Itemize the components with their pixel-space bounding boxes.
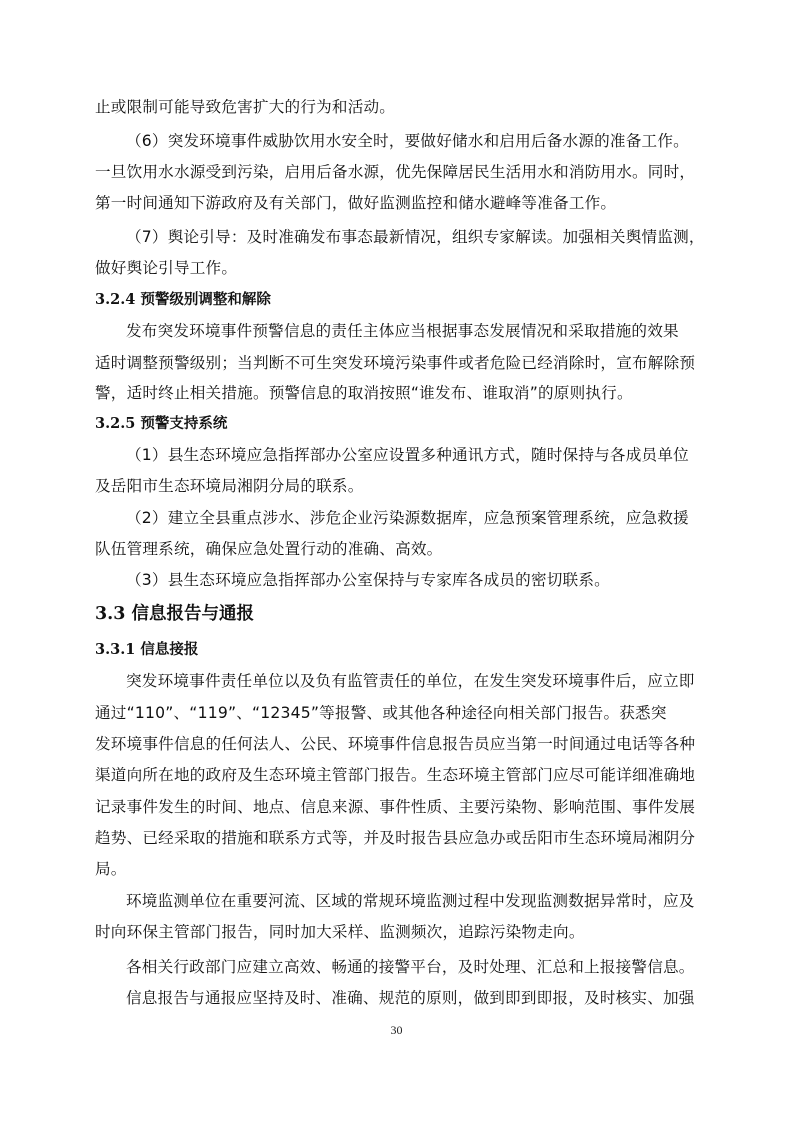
- body-line: 止或限制可能导致危害扩大的行为和活动。: [95, 98, 396, 116]
- body-line: 警，适时终止相关措施。预警信息的取消按照“谁发布、谁取消”的原则执行。: [95, 384, 633, 402]
- body-line: 做好舆论引导工作。: [95, 259, 238, 277]
- body-line: （6）突发环境事件威胁饮用水安全时，要做好储水和启用后备水源的准备工作。: [126, 132, 689, 150]
- section-heading-3-3: 3.3 信息报告与通报: [95, 604, 255, 624]
- body-line: 信息报告与通报应坚持及时、准确、规范的原则，做到即到即报，及时核实、加强: [126, 989, 695, 1007]
- body-line: 及岳阳市生态环境局湘阴分局的联系。: [95, 477, 364, 495]
- body-line: 适时调整预警级别；当判断不可生突发环境污染事件或者危险已经消除时，宣布解除预: [95, 354, 696, 372]
- body-line: 记录事件发生的时间、地点、信息来源、事件性质、主要污染物、影响范围、事件发展: [95, 798, 696, 816]
- body-line: 发环境事件信息的任何法人、公民、环境事件信息报告员应当第一时间通过电话等各种: [95, 735, 696, 753]
- body-line: （3）县生态环境应急指挥部办公室保持与专家库各成员的密切联系。: [126, 571, 610, 589]
- body-line: （7）舆论引导：及时准确发布事态最新情况，组织专家解读。加强相关舆情监测，: [126, 228, 705, 246]
- section-heading-3-3-1: 3.3.1 信息接报: [95, 641, 199, 658]
- body-line: 一旦饮用水水源受到污染，启用后备水源，优先保障居民生活用水和消防用水。同时，: [95, 163, 696, 181]
- body-line: 第一时间通知下游政府及有关部门，做好监测监控和储水避峰等准备工作。: [95, 194, 617, 212]
- body-line: 局。: [95, 860, 127, 878]
- page-number: 30: [390, 1023, 403, 1037]
- section-heading-3-2-5: 3.2.5 预警支持系统: [95, 415, 228, 432]
- body-line: （1）县生态环境应急指挥部办公室应设置多种通讯方式，随时保持与各成员单位: [126, 446, 689, 464]
- body-line: 各相关行政部门应建立高效、畅通的接警平台，及时处理、汇总和上报接警信息。: [126, 958, 695, 976]
- body-line: 突发环境事件责任单位以及负有监管责任的单位，在发生突发环境事件后，应立即: [126, 672, 695, 690]
- body-line: 渠道向所在地的政府及生态环境主管部门报告。生态环境主管部门应尽可能详细准确地: [95, 766, 696, 784]
- body-line: 队伍管理系统，确保应急处置行动的准确、高效。: [95, 540, 443, 558]
- body-line: 发布突发环境事件预警信息的责任主体应当根据事态发展情况和采取措施的效果: [126, 322, 679, 340]
- body-line: （2）建立全县重点涉水、涉危企业污染源数据库，应急预案管理系统，应急救援: [126, 509, 689, 527]
- body-line: 趋势、已经采取的措施和联系方式等，并及时报告县应急办或岳阳市生态环境局湘阴分: [95, 829, 696, 847]
- body-line: 通过“110”、“119”、“12345”等报警、或其他各种途径向相关部门报告。获悉突: [95, 704, 667, 722]
- section-heading-3-2-4: 3.2.4 预警级别调整和解除: [95, 291, 271, 308]
- body-line: 时向环保主管部门报告，同时加大采样、监测频次，追踪污染物走向。: [95, 923, 585, 941]
- body-line: 环境监测单位在重要河流、区域的常规环境监测过程中发现监测数据异常时，应及: [126, 892, 695, 910]
